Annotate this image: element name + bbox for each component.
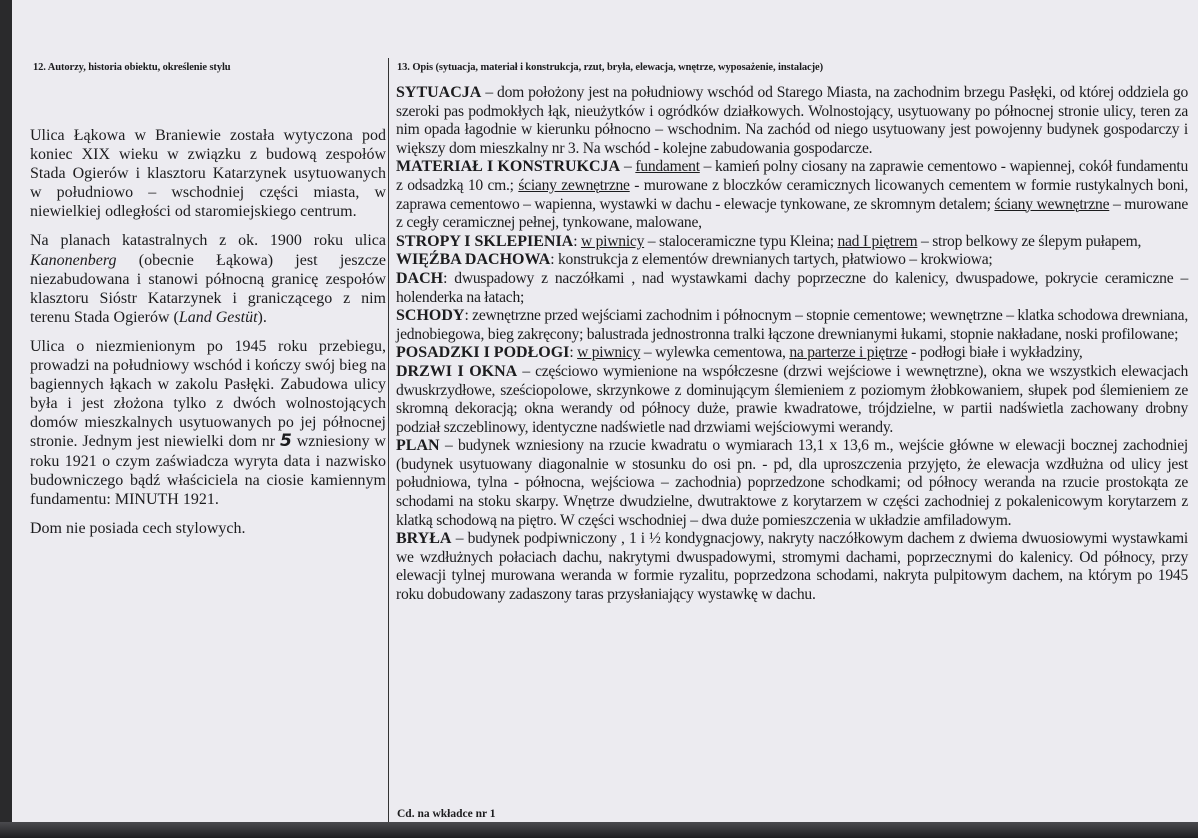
description-section-stropy-i-sklepienia — [396, 233, 1188, 252]
underlined-term: na parterze i piętrze — [789, 344, 908, 362]
text-run: : — [569, 344, 578, 362]
description-section-dach — [396, 270, 1188, 307]
text-run: (obecnie Łąkowa) jest jeszcze niezabudowana i stanowi północną granicę zespołów klasztoru Sióstr Katarzynek i graniczącego z nim terenu Stada Ogierów ( — [30, 251, 386, 326]
text-run: - podłogi białe i wykładziny, — [907, 344, 1083, 362]
document-page — [12, 0, 1198, 822]
text-run: : dwuspadowy z naczółkami , nad wystawkami dachy poprzeczne do kalenicy, dwuspadowe, pokrycie ceramiczne – holenderka na łatach; — [396, 269, 1188, 306]
section-title: POSADZKI I PODŁOGI — [396, 344, 570, 362]
text-run: ). — [257, 308, 267, 326]
underlined-term: fundament — [635, 158, 700, 176]
description-section-schody — [396, 307, 1188, 344]
section-12-heading: 12. Autorzy, historia obiektu, określenie stylu — [33, 62, 231, 73]
section-13-heading: 13. Opis (sytuacja, materiał i konstrukcja, rzut, bryła, elewacja, wnętrze, wyposażenie, instalacje) — [397, 62, 823, 73]
description-section-sytuacja — [396, 84, 1188, 158]
continuation-note: Cd. na wkładce nr 1 — [397, 808, 496, 820]
text-run: wzniesiony w roku 1921 o czym zaświadcza wyryta data i nazwisko budowniczego bądź właściciela na ciosie kamiennym fundamentu: MINUTH 1921. — [30, 433, 386, 508]
text-run: – wylewka cementowa, — [640, 344, 790, 362]
history-paragraph-3 — [30, 337, 386, 509]
description-section-posadzki-i-podłogi — [396, 344, 1188, 363]
handwritten-house-number: 5 — [280, 431, 292, 452]
text-run: Na planach katastralnych z ok. 1900 roku ulica — [30, 232, 386, 250]
text-run: – murowane z cegły ceramicznej pełnej, tynkowane, malowane, — [396, 195, 1189, 232]
section-title: DRZWI I OKNA — [396, 362, 518, 380]
section-title: SYTUACJA — [396, 84, 482, 101]
text-run: : konstrukcja z elementów drewnianych tartych, płatwiowo – krokwiowa; — [550, 251, 993, 269]
italic-street-name: Kanonenberg — [30, 251, 117, 269]
section-title: STROPY I SKLEPIENIA — [396, 232, 574, 250]
section-title: MATERIAŁ I KONSTRUKCJA — [396, 158, 621, 176]
description-section-więźba-dachowa — [396, 251, 1188, 270]
text-run: – staloceramiczne typu Kleina; — [644, 232, 838, 250]
text-run: – strop belkowy ze ślepym pułapem, — [917, 232, 1142, 250]
section-title: PLAN — [396, 437, 440, 455]
italic-term: Land Gestüt — [178, 308, 258, 326]
underlined-term: w piwnicy — [580, 232, 645, 250]
text-run: - murowane z bloczków ceramicznych licowanych cementem w formie rustykalnych boni, zaprawa cementowo – wapienna, wystawki w dachu - elewacje tynkowane, ze skromnym detalem; — [396, 176, 1188, 213]
underlined-term: w piwnicy — [577, 344, 641, 362]
description-section-materiał-i-konstrukcja — [396, 158, 1188, 232]
history-paragraph-2 — [30, 231, 386, 326]
scan-edge-shadow — [0, 822, 1198, 838]
description-section-bryła — [396, 530, 1188, 604]
text-run: – częściowo wymienione na współczesne (drzwi wejściowe i wewnętrzne), okna we wszystkich elewacjach dwuskrzydłowe, sześciopolowe, skrzynkowe z dominującym ślemieniem z poziomym żłobkowaniem, słupek pod ślemieniem ze skromną dekoracją; okna werandy od północy duże, prawie kwadratowe, trójdzielne, w partii nadświetla zachowany drobny podział szczeblinowy, identyczne nadświetle nad drzwiami wejściowymi werandy. — [396, 362, 1188, 436]
section-title: DACH — [396, 269, 444, 287]
text-run: – — [620, 158, 636, 176]
column-divider — [388, 58, 389, 822]
text-run: – budynek wzniesiony na rzucie kwadratu o wymiarach 13,1 x 13,6 m., wejście główne w elewacji bocznej zachodniej (budynek usytuowany diagonalnie w stosunku do osi pn. - pd, dla uproszczenia przyjęto, że elewacja wzdłużna od ulicy jest południowa, tylna - północna, wejściowa – zachodnia) poprzedzone schodkami; od północy weranda na rzucie prostokąta ze schodami na stoku skarpy. Wnętrze dwudzielne, dwutraktowe z korytarzem w części zachodniej z pokalenicowym korytarzem z klatką schodową na piętro. W części wschodniej – dwa duże pomieszczenia w układzie amfiladowym. — [396, 437, 1188, 529]
history-paragraph-4: Dom nie posiada cech stylowych. — [30, 519, 246, 537]
history-column — [30, 126, 386, 548]
underlined-term: nad I piętrem — [837, 232, 918, 250]
section-title: WIĘŹBA DACHOWA — [396, 251, 551, 269]
text-run: : — [573, 232, 581, 250]
description-section-plan — [396, 437, 1188, 530]
text-run: – dom położony jest na południowy wschód od Starego Miasta, na zachodnim brzegu Pasłęki, od której oddziela go szeroki pas podmokłych łąk, nieużytków i ogródków działkowych. Wolnostojący, usytuowany po północnej stronie ulicy, teren za nim opada łagodnie w kierunku północno – wschodnim. Na zachód od niego usytuowany jest powojenny budynek gospodarczy i większy dom mieszkalny nr 3. Na wschód - kolejne zabudowania gospodarcze. — [396, 84, 1188, 157]
description-column — [396, 84, 1188, 605]
section-title: BRYŁA — [396, 530, 452, 548]
section-title: SCHODY — [396, 307, 465, 325]
description-section-drzwi-i-okna — [396, 363, 1188, 437]
history-paragraph-1: Ulica Łąkowa w Braniewie została wytyczona pod koniec XIX wieku w związku z budową zespołów Stada Ogierów i klasztoru Katarzynek usytuowanych w południowo – wschodniej części miasta, w niewielkiej odległości od staromiejskiego centrum. — [30, 127, 386, 221]
text-run: – budynek podpiwniczony , 1 i ½ kondygnacjowy, nakryty naczółkowym dachem z dwiema dwuosiowymi wystawkami we wzdłużnych połaciach dachu, nakrytymi dwuspadowymi, stromymi dachami, poprzecznymi do kalenicy. Od północy, przy elewacji tylnej murowana weranda w formie ryzalitu, poprzedzona schodami, nakryta pulpitowym dachem, na którym po 1945 roku dobudowany zadaszony taras przysłaniający wystawkę w dachu. — [396, 530, 1188, 604]
text-run: : zewnętrzne przed wejściami zachodnim i północnym – stopnie cementowe; wewnętrzne – klatka schodowa drewniana, jednobiegowa, bieg zakręcony; balustrada jednostronna tralki łączone drewnianymi łukami, stopnie nakładane, noski profilowane; — [396, 307, 1188, 343]
text-run: Ulica o niezmienionym po 1945 roku przebiegu, prowadzi na południowy wschód i kończy swój bieg na bagiennych łąkach w zakolu Pasłęki. Zabudowa ulicy była i jest złożona tylko z dwóch wolnostojących domów mieszkalnych usytuowanych po jej północnej stronie. Jednym jest niewielki dom nr — [30, 337, 386, 451]
underlined-term: ściany zewnętrzne — [518, 176, 630, 194]
underlined-term: ściany wewnętrzne — [994, 195, 1110, 213]
text-run: – kamień polny ciosany na zaprawie cementowo - wapiennej, cokół fundamentu z odsadzką 10 cm.; — [396, 158, 1188, 194]
